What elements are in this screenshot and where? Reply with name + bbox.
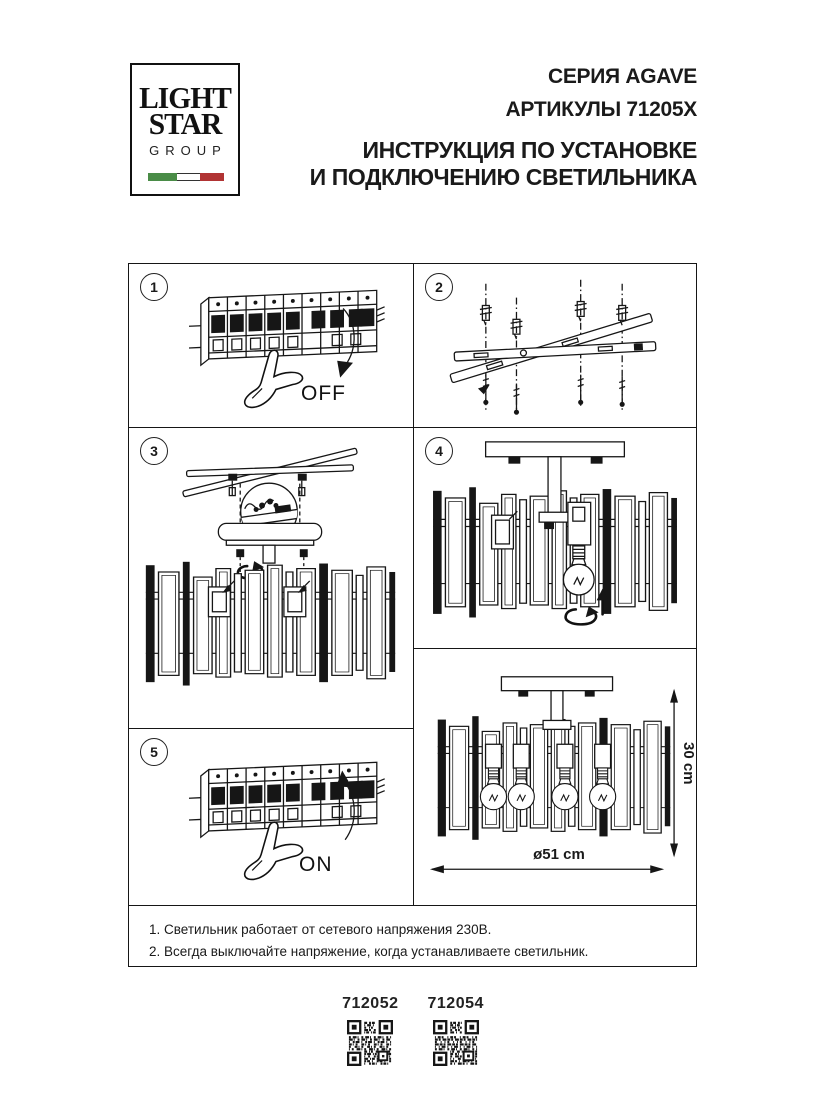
note-line2: 2. Всегда выключайте напряжение, когда устанавливаете светильник.	[149, 943, 589, 959]
screw-icons	[483, 375, 625, 415]
off-label: OFF	[301, 382, 346, 405]
step1-number-badge: 1	[140, 273, 168, 301]
logo-light-text: LIGHT	[139, 80, 231, 115]
step5-panel	[128, 728, 414, 906]
step2-mounting-bars-diagram	[414, 264, 696, 427]
step4-panel	[413, 427, 697, 649]
article-codes	[0, 995, 826, 1066]
on-label: ON	[299, 853, 333, 876]
height-dimension-arrow	[670, 689, 678, 858]
instruction-title-line1: ИНСТРУКЦИЯ ПО УСТАНОВКЕ	[362, 137, 697, 163]
article-code-item	[428, 995, 484, 1066]
height-label: 30 cm	[680, 742, 697, 785]
step3-number-badge: 3	[140, 437, 168, 465]
step2-number-badge: 2	[425, 273, 453, 301]
step3-install-diagram	[129, 428, 413, 728]
lightstar-logo	[130, 63, 240, 196]
logo-group-text: GROUP	[149, 143, 227, 158]
step3-panel	[128, 427, 414, 729]
articles-title: АРТИКУЛЫ 71205X	[505, 98, 697, 121]
article-code-712052: 712052	[342, 995, 399, 1012]
step2-panel	[413, 263, 697, 428]
document-header	[310, 60, 697, 191]
step1-panel	[128, 263, 414, 428]
notes-box	[128, 905, 697, 967]
step5-number-badge: 5	[140, 738, 168, 766]
series-title: СЕРИЯ AGAVE	[547, 65, 697, 88]
diameter-label: ø51 cm	[533, 846, 585, 863]
arrow-down-icon	[337, 361, 353, 378]
step5-breaker-on-diagram	[129, 729, 413, 905]
article-code-712054: 712054	[427, 995, 484, 1012]
step4-number-badge: 4	[425, 437, 453, 465]
instruction-title-line2: И ПОДКЛЮЧЕНИЮ СВЕТИЛЬНИКА	[309, 164, 697, 190]
step1-breaker-off-diagram	[129, 264, 413, 427]
italian-flag-icon	[148, 173, 224, 181]
qr-code-712052	[347, 1020, 393, 1066]
diameter-dimension-arrow	[430, 865, 664, 873]
step4-bulb-diagram	[414, 428, 696, 648]
logo-star-text: STAR	[148, 106, 222, 141]
qr-code-712054	[433, 1020, 479, 1066]
finished-fixture-diagram	[414, 649, 696, 905]
note-line1: 1. Светильник работает от сетевого напряжения 230В.	[149, 922, 492, 937]
article-code-item	[342, 995, 398, 1066]
dimensions-panel	[413, 648, 697, 906]
